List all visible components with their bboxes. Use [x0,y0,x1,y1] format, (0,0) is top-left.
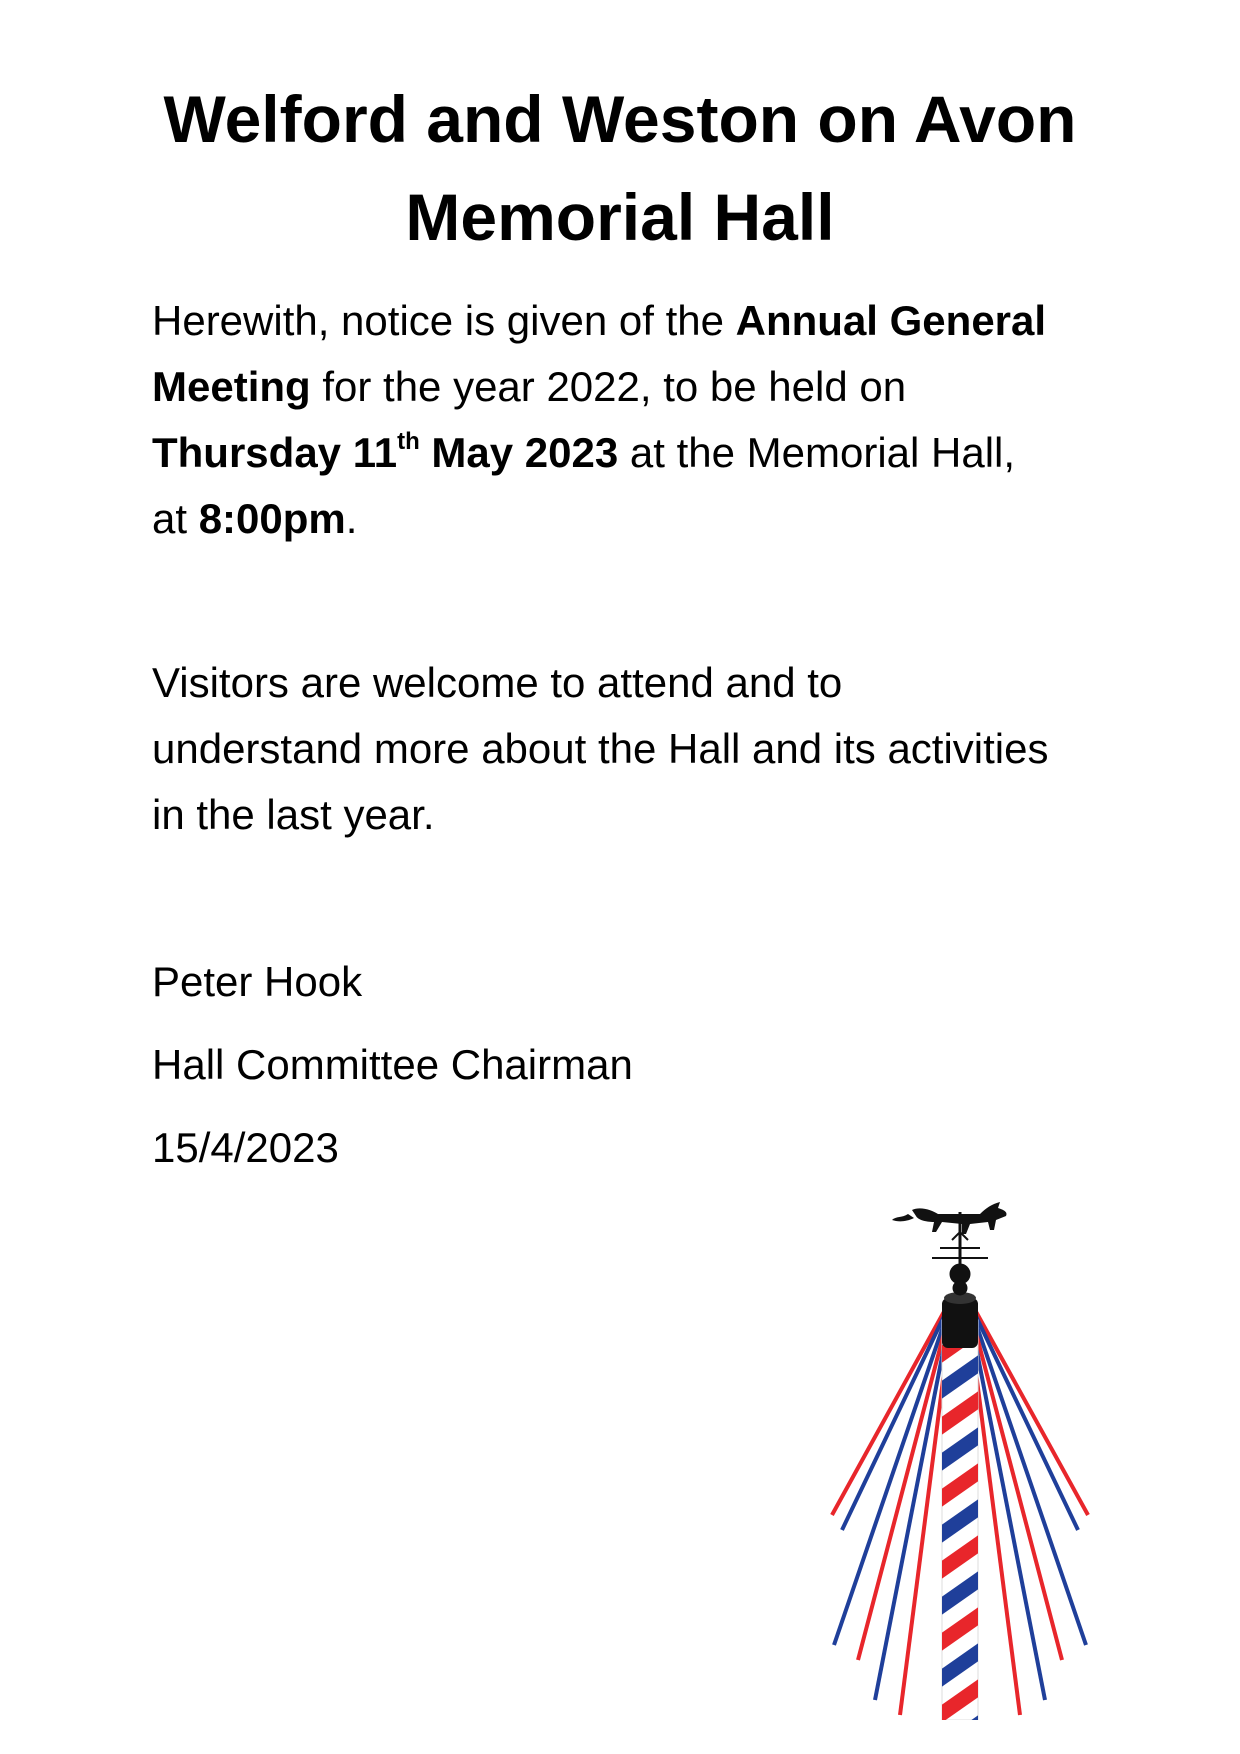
notice-date-suffix: th [397,428,420,455]
notice-text-2: for the year 2022, to be held on [310,363,907,410]
title-line-2: Memorial Hall [405,180,835,254]
signatory-name: Peter Hook [152,958,363,1005]
visitors-paragraph: Visitors are welcome to attend and to understand more about the Hall and its activities in the last year. [152,659,1049,838]
notice-text-3: at the Memorial Hall, at [152,429,1016,542]
notice-text-4: . [345,495,358,542]
weathervane [892,1202,1007,1295]
signatory-role: Hall Committee Chairman [152,1041,633,1088]
notice-meeting-name: Annual General Meeting [152,297,1047,410]
notice-text-1: Herewith, notice is given of the [152,297,736,344]
notice-date: 15/4/2023 [152,1124,339,1171]
maypole-logo-icon [820,1200,1100,1720]
title-line-1: Welford and Weston on Avon [163,82,1077,156]
agm-notice-paragraph [152,288,1052,552]
notice-date-month-year: May 2023 [419,429,619,476]
notice-time: 8:00pm [198,495,346,542]
page-title [100,70,1140,266]
notice-date-day: Thursday 11 [152,429,398,476]
